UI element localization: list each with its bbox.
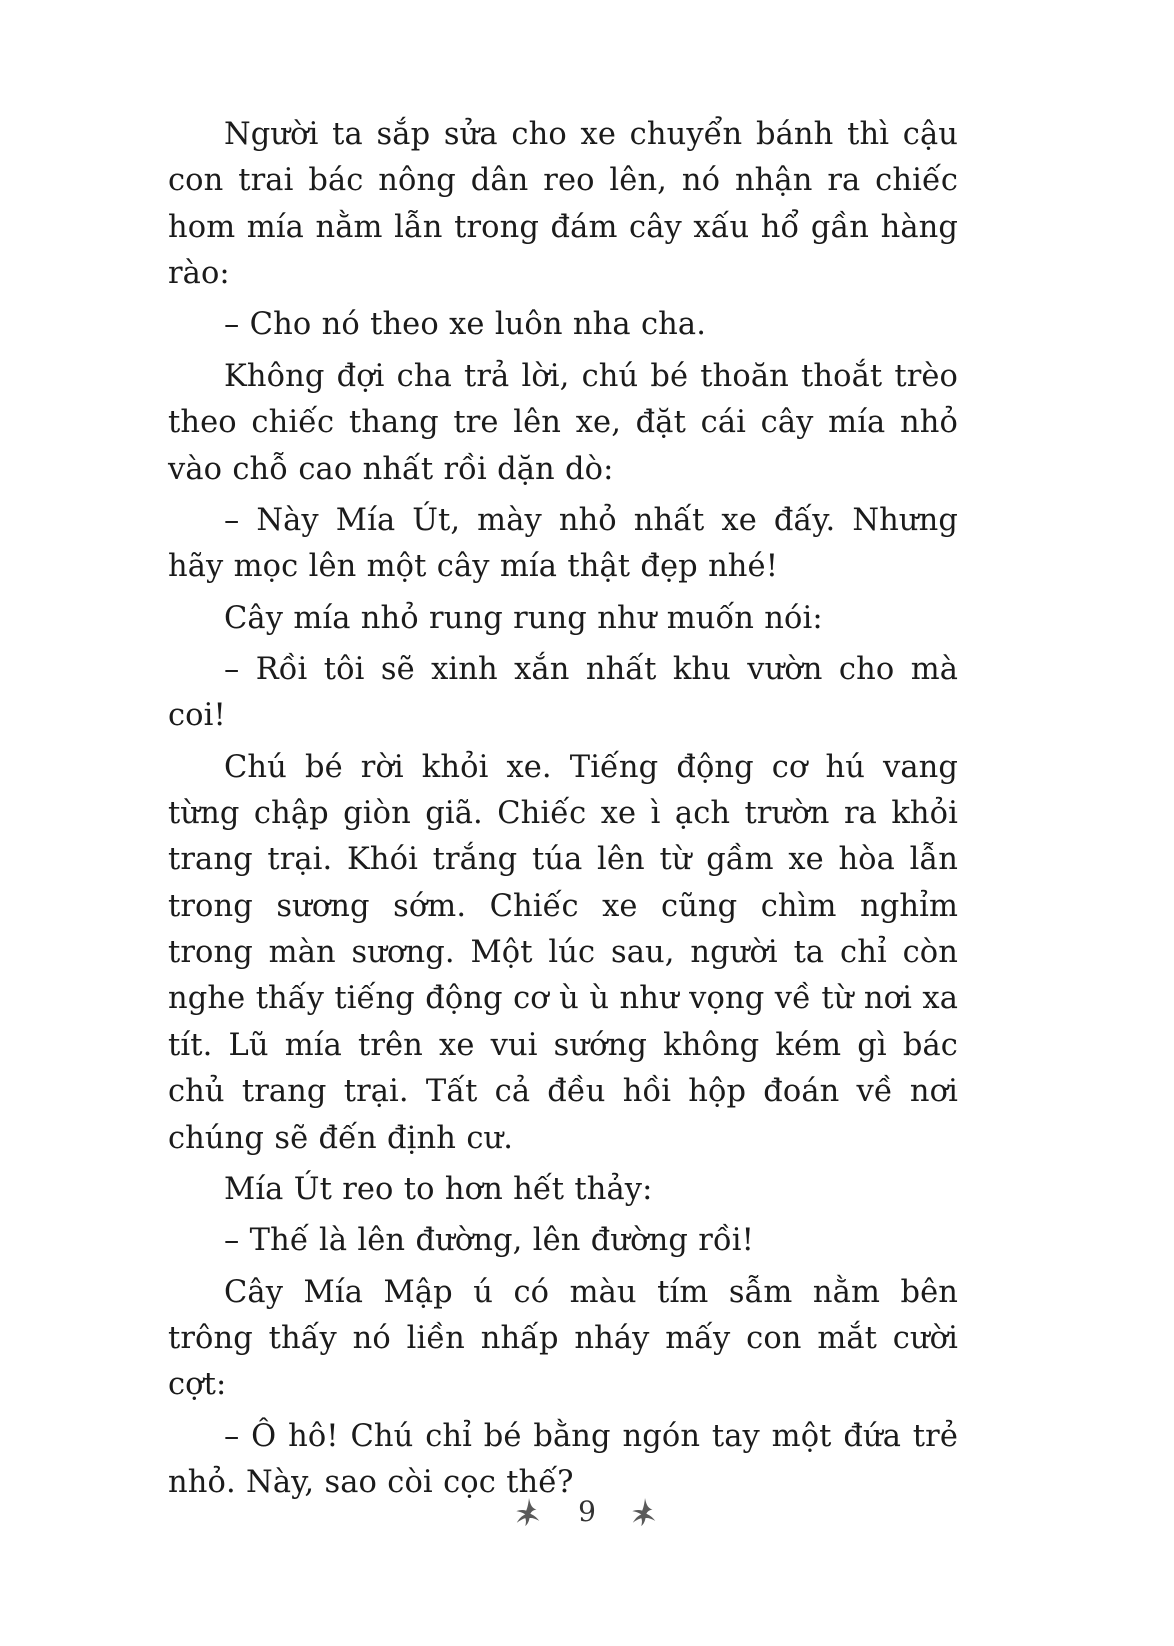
page-body-text	[168, 112, 958, 1511]
paragraph: – Thế là lên đường, lên đường rồi!	[224, 1223, 754, 1259]
page-number: 9	[578, 1495, 596, 1528]
paragraph: Chú bé rời khỏi xe. Tiếng động cơ hú vang từng chập giòn giã. Chiếc xe ì ạch trườn ra khỏi trang trại. Khói trắng túa lên từ gầm xe hòa lẫn trong sương sớm. Chiếc xe cũng chìm nghỉm trong màn sương. Một lúc sau, người ta chỉ còn nghe thấy tiếng động cơ ù ù như vọng về từ nơi xa tít. Lũ mía trên xe vui sướng không kém gì bác chủ trang trại. Tất cả đều hồi hộp đoán về nơi chúng sẽ đến định cư.	[168, 749, 958, 1156]
paragraph: – Cho nó theo xe luôn nha cha.	[224, 307, 707, 343]
paragraph: Mía Út reo to hơn hết thảy:	[224, 1171, 653, 1207]
paragraph: Cây Mía Mập ú có màu tím sẫm nằm bên trông thấy nó liền nhấp nháy mấy con mắt cười cợt:	[168, 1274, 958, 1403]
paragraph: Cây mía nhỏ rung rung như muốn nói:	[224, 600, 823, 636]
paragraph: – Ô hô! Chú chỉ bé bằng ngón tay một đứa trẻ nhỏ. Này, sao còi cọc thế?	[168, 1418, 958, 1501]
star-icon	[630, 1497, 660, 1527]
paragraph: Người ta sắp sửa cho xe chuyển bánh thì cậu con trai bác nông dân reo lên, nó nhận ra chiếc hom mía nằm lẫn trong đám cây xấu hổ gần hàng rào:	[168, 117, 958, 292]
paragraph: – Rồi tôi sẽ xinh xắn nhất khu vườn cho mà coi!	[168, 651, 958, 734]
paragraph: Không đợi cha trả lời, chú bé thoăn thoắt trèo theo chiếc thang tre lên xe, đặt cái cây mía nhỏ vào chỗ cao nhất rồi dặn dò:	[168, 358, 958, 487]
star-icon	[514, 1497, 544, 1527]
page-footer	[0, 1495, 1174, 1528]
paragraph: – Này Mía Út, mày nhỏ nhất xe đấy. Nhưng hãy mọc lên một cây mía thật đẹp nhé!	[168, 502, 958, 585]
